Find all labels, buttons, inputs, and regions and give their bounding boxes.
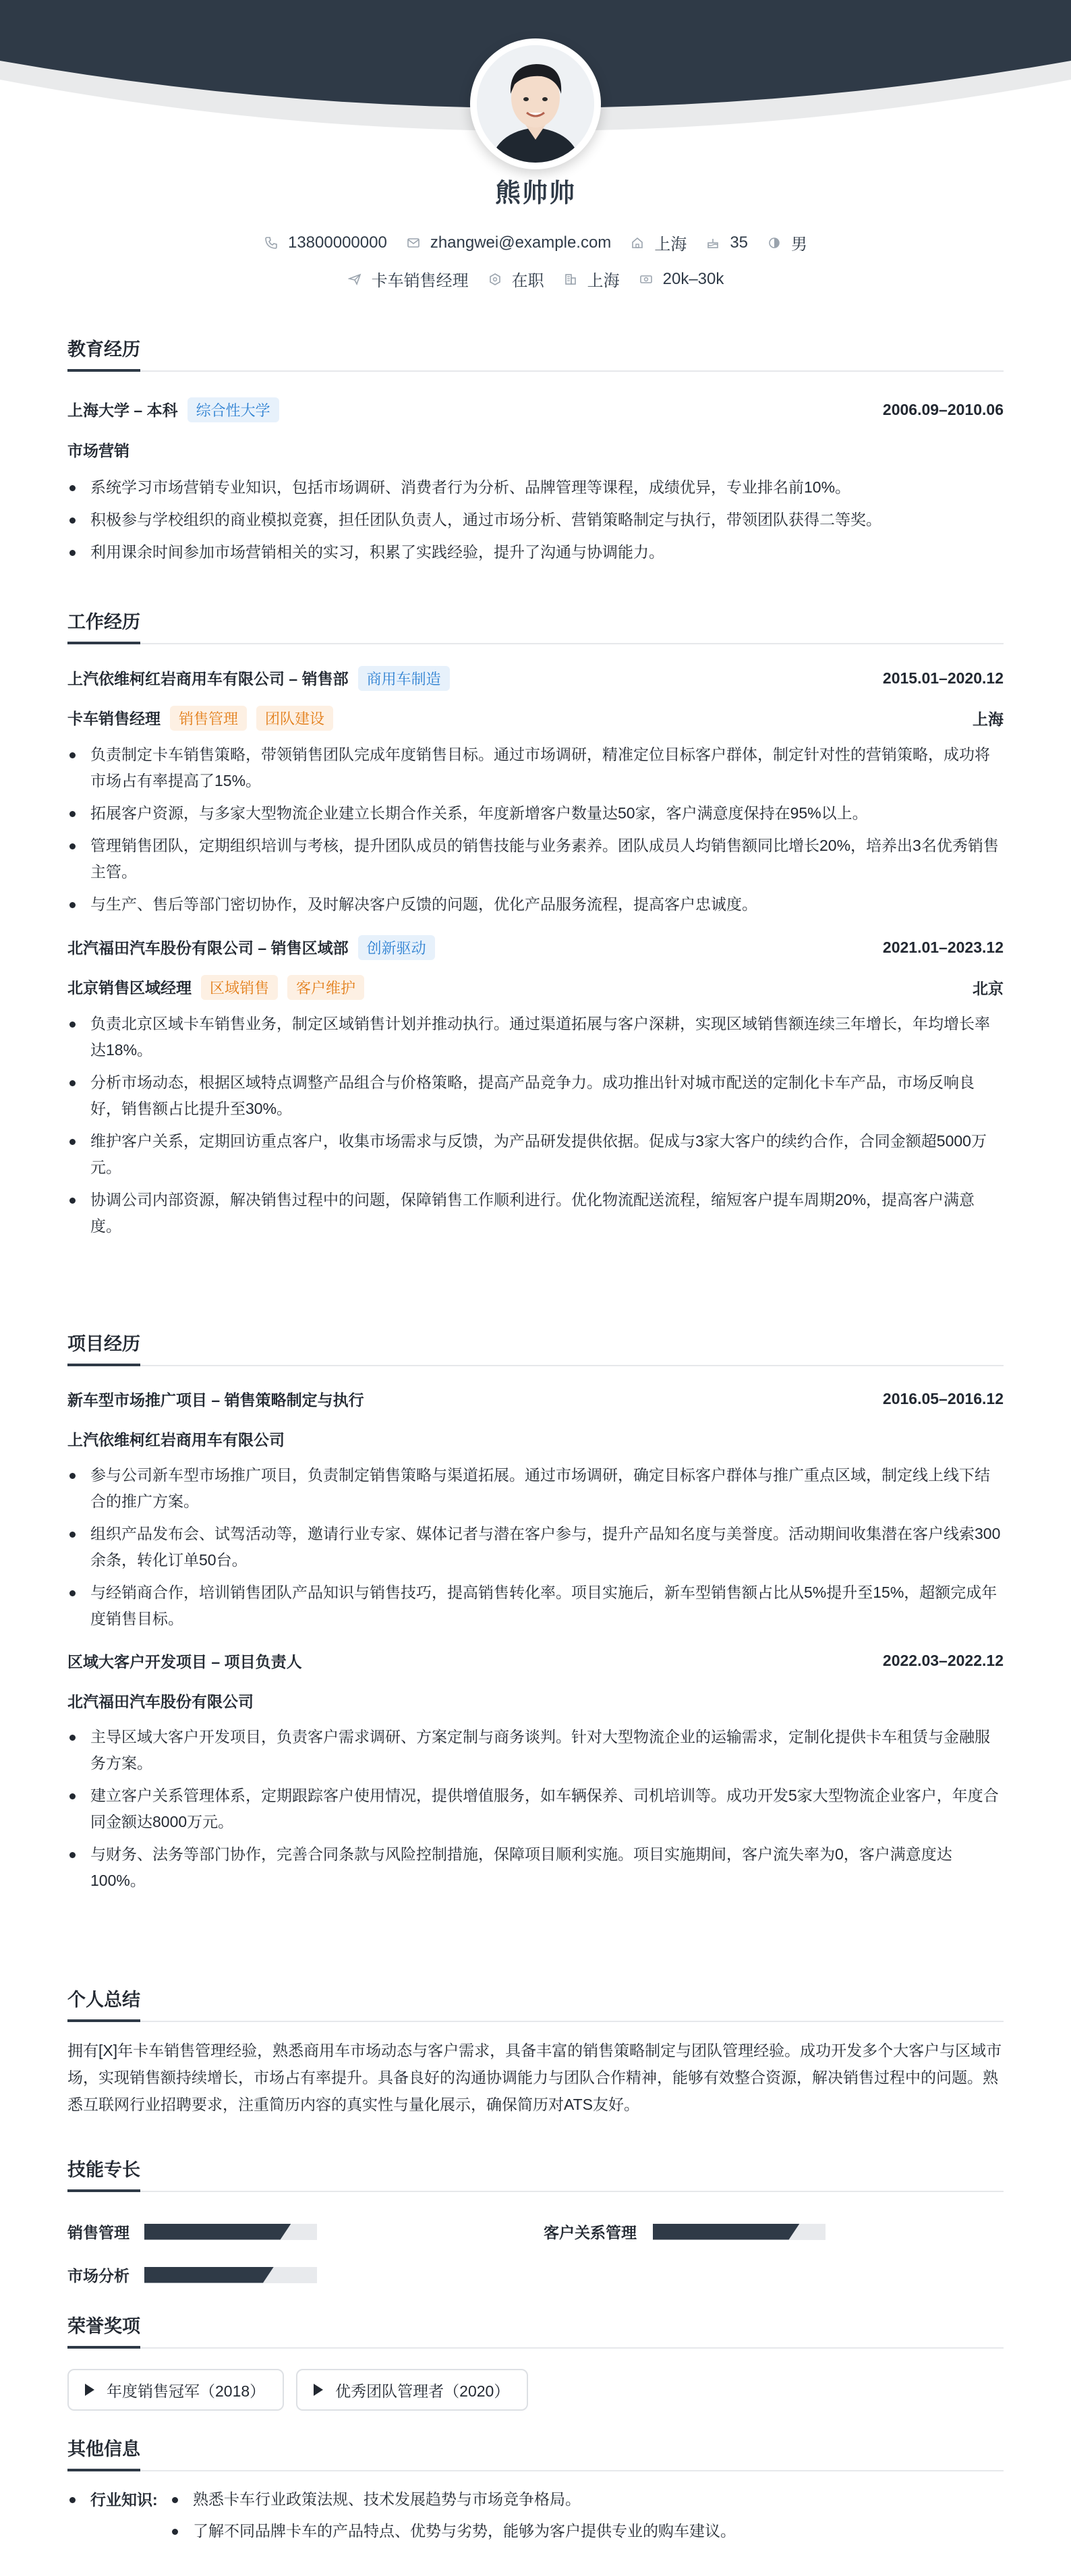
education-bullets [67,474,1004,565]
skill-tag: 客户维护 [287,975,364,1000]
skill-bar [653,2224,826,2240]
list-item: 系统学习市场营销专业知识，包括市场调研、消费者行为分析、品牌管理等课程，成绩优异，专业排名前10%。 [67,474,1004,501]
target-city-item [563,267,620,291]
awards-list [67,2369,1004,2411]
company-tag: 商用车制造 [358,666,450,691]
skill-bar-fill [653,2224,800,2240]
target-position-text: 卡车销售经理 [371,272,469,290]
company-tag: 创新驱动 [358,935,435,960]
skills-section [67,2155,1004,2287]
candidate-name: 熊帅帅 [494,179,576,208]
section-title-projects: 项目经历 [67,1329,1004,1366]
email-text: zhangwei@example.com [430,233,612,252]
education-section [67,335,1004,571]
award-badge [67,2369,284,2411]
project-company: 上汽依维柯红岩商用车有限公司 [67,1431,285,1449]
other-items [170,2486,736,2550]
contact-line [0,231,1071,254]
skill-tag: 区域销售 [201,975,278,1000]
list-item: 协调公司内部资源，解决销售过程中的问题，保障销售工作顺利进行。优化物流配送流程，缩短客户提车周期20%，提高客户满意度。 [67,1187,1004,1239]
list-item: 管理销售团队，定期组织培训与考核，提升团队成员的销售技能与业务素养。团队成员人均销售额同比增长20%，培养出3名优秀销售主管。 [67,833,1004,885]
section-title-skills: 技能专长 [67,2155,1004,2192]
other-row [67,2486,1004,2550]
list-item: 分析市场动态，根据区域特点调整产品组合与价格策略，提高产品竞争力。成功推出针对城市配送的定制化卡车产品，市场反响良好，销售额占比提升至30%。 [67,1069,1004,1122]
target-city-text: 上海 [587,272,620,290]
work-city: 上海 [973,710,1004,728]
section-title-summary: 个人总结 [67,1985,1004,2022]
status-icon [488,272,502,287]
other-label: 行业知识: [90,2491,158,2509]
age-text: 35 [730,233,749,252]
work-bullets [67,1011,1004,1239]
work-date: 2015.01–2020.12 [882,669,1004,687]
projects-section [67,1329,1004,1900]
job-intent-line [0,267,1071,291]
status-text: 在职 [511,272,544,290]
section-title-education: 教育经历 [67,335,1004,372]
skill-bar-fill [144,2267,274,2283]
location-text: 上海 [654,235,687,254]
skill-bar-fill [144,2224,291,2240]
section-title-other: 其他信息 [67,2434,1004,2471]
skill-item [544,2220,826,2243]
award-text: 年度销售冠军（2018） [107,2382,266,2400]
salary-item [639,270,724,289]
project-bullets [67,1724,1004,1894]
avatar [470,38,601,169]
list-item: 负责北京区域卡车销售业务，制定区域销售计划并推动执行。通过渠道拓展与客户深耕，实现区域销售额连续三年增长，年均增长率达18%。 [67,1011,1004,1063]
skill-bar [144,2224,317,2240]
project-name: 区域大客户开发项目 – 项目负责人 [67,1653,302,1671]
skill-tag: 团队建设 [256,706,333,731]
skill-bar [144,2267,317,2283]
triangle-icon [314,2384,323,2396]
project-bullets [67,1462,1004,1632]
phone-text: 13800000000 [287,233,387,252]
list-item: 熟悉卡车行业政策法规、技术发展趋势与市场竞争格局。 [170,2486,736,2513]
triangle-icon [85,2384,94,2396]
list-item: 维护客户关系，定期回访重点客户，收集市场需求与反馈，为产品研发提供依据。促成与3家大客户的续约合作，合同金额超5000万元。 [67,1128,1004,1181]
list-item: 拓展客户资源，与多家大型物流企业建立长期合作关系，年度新增客户数量达50家，客户满意度保持在95%以上。 [67,800,1004,827]
school-tag: 综合性大学 [187,397,279,422]
work-bullets [67,741,1004,918]
school-name: 上海大学 – 本科 [67,401,178,419]
salary-text: 20k–30k [662,269,724,288]
list-item: 主导区域大客户开发项目，负责客户需求调研、方案定制与商务谈判。针对大型物流企业的运输需求，定制化提供卡车租赁与金融服务方案。 [67,1724,1004,1776]
list-item: 与财务、法务等部门协作，完善合同条款与风险控制措施，保障项目顺利实施。项目实施期间，客户流失率为0，客户满意度达100%。 [67,1841,1004,1894]
job-title: 北京销售区域经理 [67,979,192,997]
status-item [488,267,544,291]
work-entry [67,935,1004,1239]
home-icon [630,235,645,250]
list-item: 建立客户关系管理体系，定期跟踪客户使用情况，提供增值服务，如车辆保养、司机培训等。成功开发5家大型物流企业客户，年度合同金额达8000万元。 [67,1783,1004,1835]
location-item [630,231,687,254]
work-entry [67,666,1004,918]
gender-icon [767,235,782,250]
section-title-awards: 荣誉奖项 [67,2312,1004,2349]
email-item[interactable] [406,233,612,252]
company-name: 上汽依维柯红岩商用车有限公司 – 销售部 [67,670,349,688]
education-header [67,397,1004,422]
work-city: 北京 [973,980,1004,997]
award-text: 优秀团队管理者（2020） [335,2382,510,2400]
job-title: 卡车销售经理 [67,710,161,727]
building-icon [563,272,578,287]
other-section [67,2434,1004,2550]
project-name: 新车型市场推广项目 – 销售策略制定与执行 [67,1391,364,1409]
money-icon [639,272,654,287]
list-item: 与生产、售后等部门密切协作，及时解决客户反馈的问题，优化产品服务流程，提高客户忠诚度。 [67,891,1004,918]
skill-item [67,2264,317,2286]
list-item: 与经销商合作，培训销售团队产品知识与销售技巧，提高销售转化率。项目实施后，新车型销售额占比从5%提升至15%，超额完成年度销售目标。 [67,1579,1004,1632]
list-item: 利用课余时间参加市场营销相关的实习，积累了实践经验，提升了沟通与协调能力。 [67,539,1004,565]
avatar-portrait [477,45,594,163]
list-item: 参与公司新车型市场推广项目，负责制定销售策略与渠道拓展。通过市场调研，确定目标客户群体与推广重点区域，制定线上线下结合的推广方案。 [67,1462,1004,1515]
send-icon [347,272,362,287]
list-item: 了解不同品牌卡车的产品特点、优势与劣势，能够为客户提供专业的购车建议。 [170,2518,736,2544]
summary-section [67,1985,1004,2118]
section-title-work: 工作经历 [67,607,1004,644]
skill-tag: 销售管理 [170,706,247,731]
project-entry [67,1650,1004,1894]
company-name: 北汽福田汽车股份有限公司 – 销售区域部 [67,939,349,957]
education-date: 2006.09–2010.06 [882,401,1004,418]
phone-item[interactable] [264,233,387,252]
bullet-dot [69,2497,76,2503]
project-date: 2022.03–2022.12 [882,1652,1004,1669]
education-major: 市场营销 [67,442,129,459]
skills-grid [67,2192,1004,2287]
list-item: 负责制定卡车销售策略，带领销售团队完成年度销售目标。通过市场调研，精准定位目标客户群体，制定针对性的营销策略，成功将市场占有率提高了15%。 [67,741,1004,794]
cake-icon [705,235,720,250]
phone-icon [264,235,279,250]
skill-item [67,2220,317,2243]
skill-name: 市场分析 [67,2267,129,2285]
work-date: 2021.01–2023.12 [882,939,1004,956]
work-section [67,607,1004,1245]
project-company: 北汽福田汽车股份有限公司 [67,1693,254,1710]
project-date: 2016.05–2016.12 [882,1390,1004,1407]
mail-icon [406,235,421,250]
gender-item [767,231,807,254]
list-item: 积极参与学校组织的商业模拟竞赛，担任团队负责人，通过市场分析、营销策略制定与执行，带领团队获得二等奖。 [67,507,1004,533]
list-item: 组织产品发布会、试驾活动等，邀请行业专家、媒体记者与潜在客户参与，提升产品知名度与美誉度。活动期间收集潜在客户线索300余条，转化订单50台。 [67,1521,1004,1573]
gender-text: 男 [791,235,808,254]
award-badge [296,2369,528,2411]
project-entry [67,1388,1004,1632]
target-position-item [347,267,469,291]
age-item [705,233,748,252]
awards-section [67,2312,1004,2411]
summary-text: 拥有[X]年卡车销售管理经验，熟悉商用车市场动态与客户需求，具备丰富的销售策略制定与团队管理经验。成功开发多个大客户与区域市场，实现销售额持续增长，市场占有率提升。具备良好的沟通协调能力与团队合作精神，能够有效整合资源，解决销售过程中的问题。熟悉互联网行业招聘要求，注重简历内容的真实性与量化展示，确保简历对ATS友好。 [67,2042,1002,2113]
skill-name: 销售管理 [67,2224,129,2241]
skill-name: 客户关系管理 [544,2224,637,2241]
